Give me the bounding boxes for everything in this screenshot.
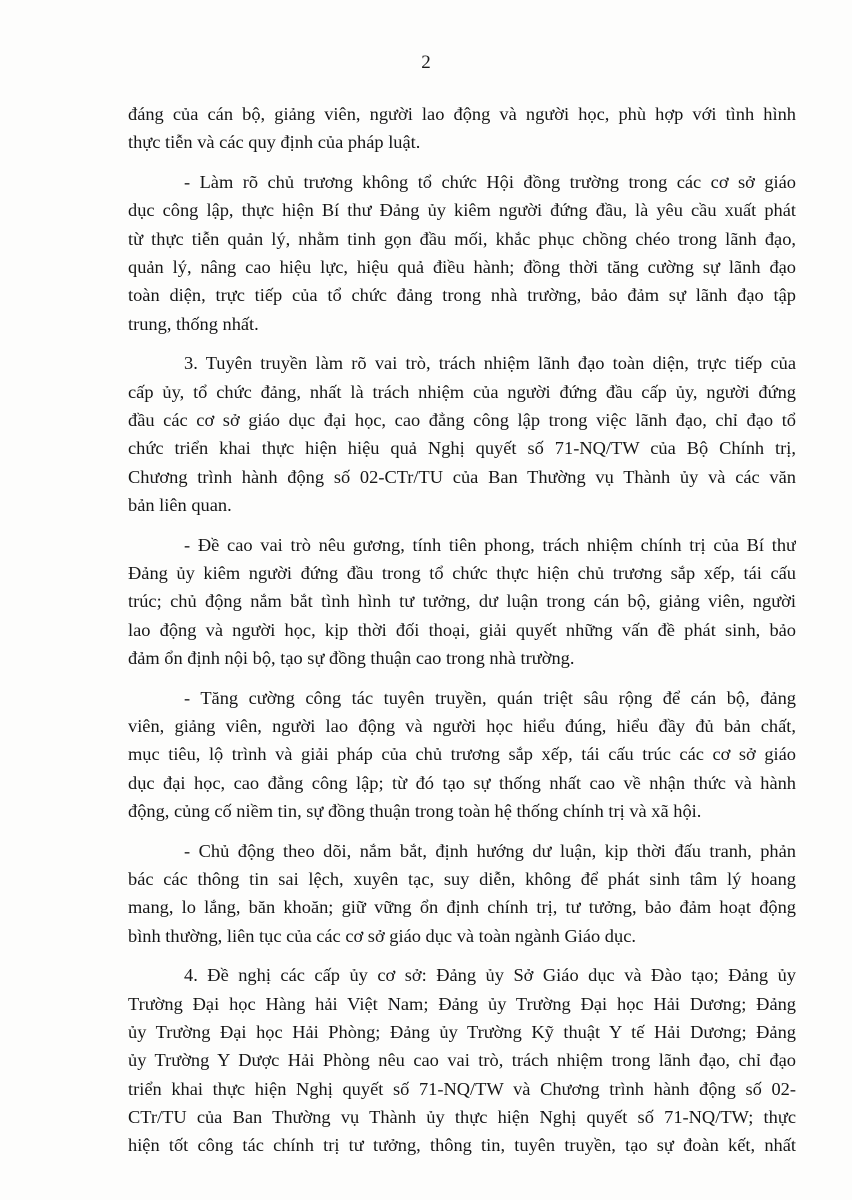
paragraph bbox=[128, 684, 796, 825]
text-line: ủy Trường Y Dược Hải Phòng nêu cao vai trò, trách nhiệm trong lãnh đạo, chỉ đạo bbox=[128, 1050, 796, 1071]
paragraph bbox=[128, 168, 796, 338]
text-line: đầu các cơ sở giáo dục đại học, cao đẳng công lập trong việc lãnh đạo, chỉ đạo tổ bbox=[128, 409, 796, 430]
text-line: bản liên quan. bbox=[128, 494, 232, 515]
text-line: 4. Đề nghị các cấp ủy cơ sở: Đảng ủy Sở Giáo dục và Đào tạo; Đảng ủy bbox=[184, 965, 796, 986]
text-line: dục đại học, cao đẳng công lập; từ đó tạo sự thống nhất cao về nhận thức và hành bbox=[128, 772, 796, 793]
page-number: 2 bbox=[421, 52, 431, 73]
text-line: chức triển khai thực hiện hiệu quả Nghị quyết số 71-NQ/TW của Bộ Chính trị, bbox=[128, 438, 796, 459]
text-line: mục tiêu, lộ trình và giải pháp của chủ trương sắp xếp, tái cấu trúc các cơ sở giáo bbox=[128, 744, 796, 765]
paragraph bbox=[128, 837, 796, 950]
text-line: đảm ổn định nội bộ, tạo sự đồng thuận cao trong nhà trường. bbox=[128, 647, 575, 668]
text-line: - Tăng cường công tác tuyên truyền, quán triệt sâu rộng để cán bộ, đảng bbox=[184, 687, 796, 708]
text-line: - Làm rõ chủ trương không tổ chức Hội đồng trường trong các cơ sở giáo bbox=[184, 172, 796, 193]
text-line: dục công lập, thực hiện Bí thư Đảng ủy kiêm người đứng đầu, là yêu cầu xuất phát bbox=[128, 200, 796, 221]
text-line: lao động và người học, kịp thời đối thoại, giải quyết những vấn đề phát sinh, bảo bbox=[128, 619, 796, 640]
paragraph bbox=[128, 961, 796, 1159]
paragraph bbox=[128, 100, 796, 157]
text-line: - Đề cao vai trò nêu gương, tính tiên phong, trách nhiệm chính trị của Bí thư bbox=[184, 534, 796, 555]
text-line: mang, lo lắng, băn khoăn; giữ vững ổn định chính trị, tư tưởng, bảo đảm hoạt động bbox=[128, 897, 796, 918]
text-line: Đảng ủy kiêm người đứng đầu trong tổ chức thực hiện chủ trương sắp xếp, tái cấu bbox=[128, 562, 796, 583]
text-line: quản lý, nâng cao hiệu lực, hiệu quả điều hành; đồng thời tăng cường sự lãnh đạo bbox=[128, 256, 796, 277]
text-line: thực tiễn và các quy định của pháp luật. bbox=[128, 132, 421, 153]
text-line: trung, thống nhất. bbox=[128, 313, 259, 334]
text-line: Chương trình hành động số 02-CTr/TU của Ban Thường vụ Thành ủy và các văn bbox=[128, 466, 796, 487]
text-line: đáng của cán bộ, giảng viên, người lao động và người học, phù hợp với tình hình bbox=[128, 104, 796, 124]
text-line: động, củng cố niềm tin, sự đồng thuận trong toàn hệ thống chính trị và xã hội. bbox=[128, 800, 702, 821]
text-line: - Chủ động theo dõi, nắm bắt, định hướng dư luận, kịp thời đấu tranh, phản bbox=[184, 840, 796, 861]
text-line: hiện tốt công tác chính trị tư tưởng, thông tin, tuyên truyền, tạo sự đoàn kết, nhất bbox=[128, 1135, 796, 1156]
text-line: Trường Đại học Hàng hải Việt Nam; Đảng ủy Trường Đại học Hải Dương; Đảng bbox=[128, 993, 796, 1014]
paragraph bbox=[128, 349, 796, 519]
text-line: từ thực tiễn quản lý, nhằm tinh gọn đầu mối, khắc phục chồng chéo trong lãnh đạo, bbox=[128, 228, 796, 249]
text-line: bình thường, liên tục của các cơ sở giáo dục và toàn ngành Giáo dục. bbox=[128, 925, 636, 946]
text-line: ủy Trường Đại học Hải Phòng; Đảng ủy Trường Kỹ thuật Y tế Hải Dương; Đảng bbox=[128, 1021, 796, 1042]
text-line: toàn diện, trực tiếp của tổ chức đảng trong nhà trường, bảo đảm sự lãnh đạo tập bbox=[128, 285, 796, 306]
text-line: CTr/TU của Ban Thường vụ Thành ủy thực hiện Nghị quyết số 71-NQ/TW; thực bbox=[128, 1106, 796, 1127]
text-line: trúc; chủ động nắm bắt tình hình tư tưởng, dư luận trong cán bộ, giảng viên, người bbox=[128, 591, 796, 612]
text-line: triển khai thực hiện Nghị quyết số 71-NQ/TW và Chương trình hành động số 02- bbox=[128, 1078, 796, 1099]
text-line: viên, giảng viên, người lao động và người học hiểu đúng, hiểu đầy đủ bản chất, bbox=[128, 715, 796, 736]
text-line: cấp ủy, tổ chức đảng, nhất là trách nhiệm của người đứng đầu cấp ủy, người đứng bbox=[128, 381, 796, 402]
text-line: 3. Tuyên truyền làm rõ vai trò, trách nhiệm lãnh đạo toàn diện, trực tiếp của bbox=[184, 353, 796, 374]
paragraph bbox=[128, 531, 796, 672]
document-body bbox=[128, 100, 796, 1171]
text-line: bác các thông tin sai lệch, xuyên tạc, suy diễn, không để phát sinh tâm lý hoang bbox=[128, 868, 796, 889]
